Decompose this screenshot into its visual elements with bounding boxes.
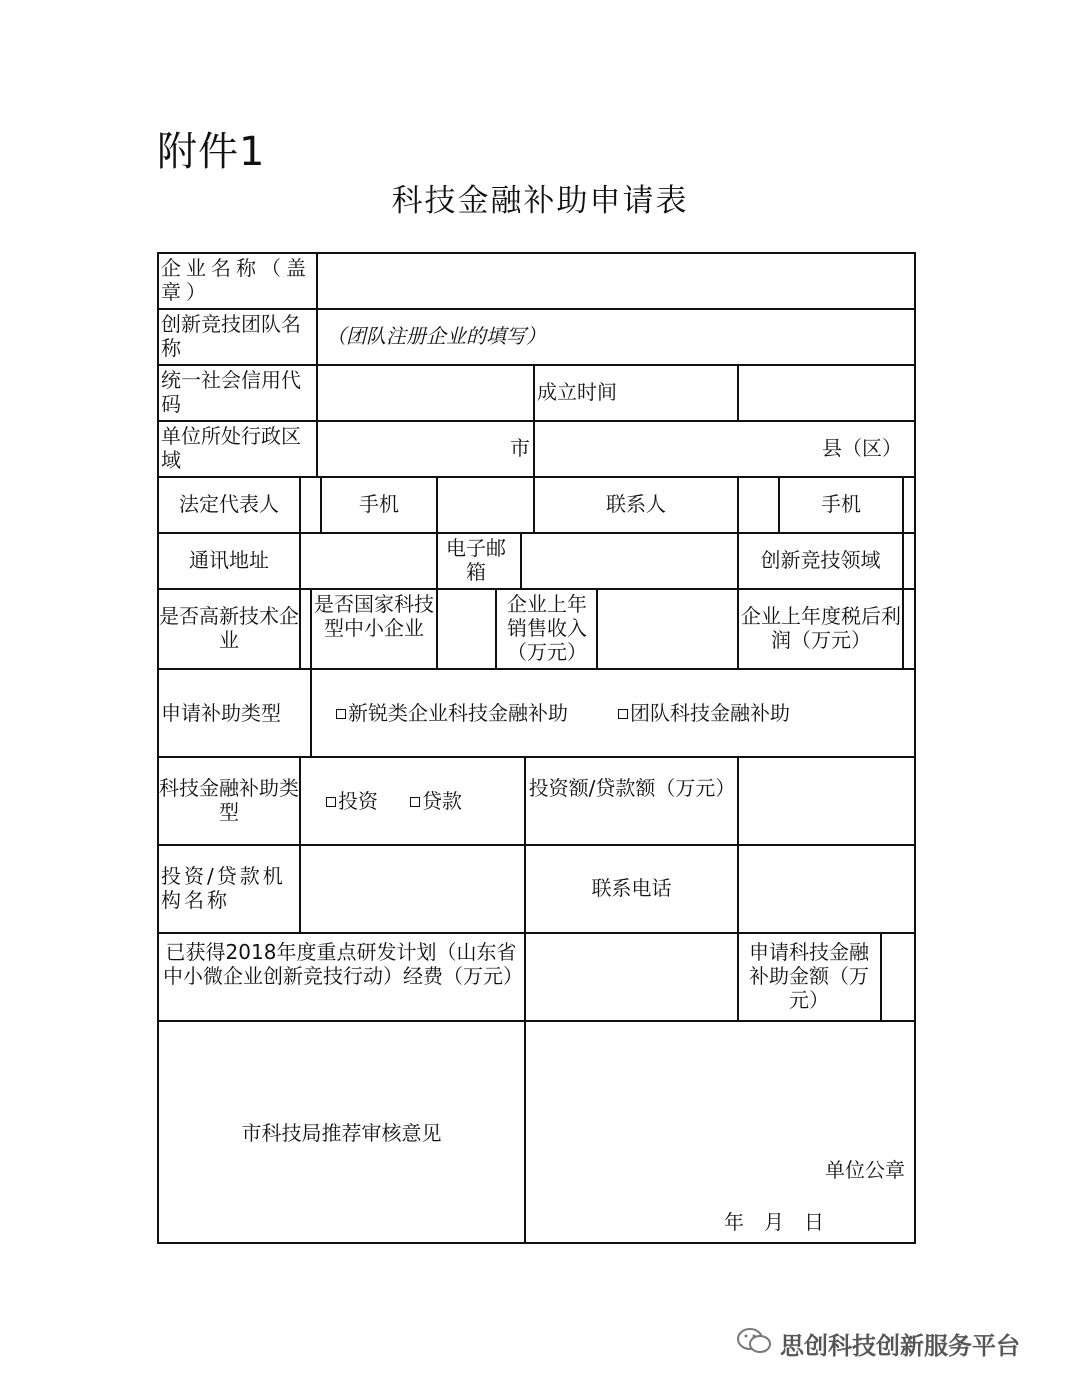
- row-divider: [157, 420, 916, 422]
- address-label: 通讯地址: [189, 548, 269, 572]
- date-label: 年 月 日: [724, 1210, 824, 1234]
- region-label: 单位所处行政区域: [161, 424, 301, 472]
- column-divider: [737, 476, 739, 534]
- column-divider: [299, 756, 301, 846]
- review-label: 市科技局推荐审核意见: [241, 1121, 442, 1145]
- founded-label: 成立时间: [537, 380, 617, 404]
- finance-type-label: 科技金融补助类型: [159, 776, 299, 824]
- column-divider: [524, 1020, 526, 1244]
- table-border-right: [914, 252, 916, 1244]
- checkbox-icon[interactable]: [618, 709, 628, 719]
- team-name-label: 创新竞技团队名称: [161, 312, 301, 360]
- contact-label: 联系人: [606, 492, 666, 516]
- checkbox-icon[interactable]: [410, 797, 420, 807]
- checkbox-icon[interactable]: [326, 797, 336, 807]
- amount-label: 投资额/贷款额（万元）: [528, 776, 736, 800]
- legal-rep-label: 法定代表人: [179, 492, 279, 516]
- column-divider: [533, 364, 535, 476]
- finance-option-label: 投资: [338, 789, 378, 813]
- phone-label: 手机: [359, 492, 399, 516]
- team-name-hint[interactable]: （团队注册企业的填写）: [326, 324, 546, 348]
- company-name-label: 企业名称（盖章）: [161, 256, 311, 304]
- sales-label: 企业上年销售收入（万元）: [507, 592, 587, 664]
- column-divider: [299, 844, 301, 934]
- row-divider: [157, 532, 916, 534]
- sales-field[interactable]: [600, 592, 734, 666]
- row-divider: [157, 844, 916, 846]
- apply-type-option-label: 新锐类企业科技金融补助: [348, 701, 568, 725]
- sme-label: 是否国家科技型中小企业: [314, 592, 434, 640]
- wechat-icon: [735, 1326, 775, 1356]
- tel-label: 联系电话: [591, 876, 672, 900]
- column-divider: [737, 364, 739, 422]
- row-divider: [157, 932, 916, 934]
- contact-phone-label: 手机: [821, 492, 861, 516]
- funding-label: 已获得2018年度重点研发计划（山东省中小微企业创新竞技行动）经费（万元）: [163, 940, 523, 988]
- city-suffix: 市: [510, 436, 530, 460]
- column-divider: [880, 932, 882, 1022]
- row-divider: [157, 1020, 916, 1022]
- tel-field[interactable]: [741, 848, 911, 930]
- row-divider: [157, 668, 916, 670]
- address-field[interactable]: [303, 536, 433, 586]
- field-label: 创新竞技领域: [760, 548, 881, 572]
- apply-type-label: 申请补助类型: [161, 701, 281, 725]
- apply-type-option-label: 团队科技金融补助: [630, 701, 790, 725]
- column-divider: [316, 252, 318, 478]
- apply-type-option-new[interactable]: [336, 701, 568, 725]
- table-border-bottom: [157, 1242, 916, 1244]
- phone-field[interactable]: [440, 480, 530, 530]
- form-title: 科技金融补助申请表: [391, 183, 689, 219]
- column-divider: [299, 588, 301, 670]
- column-divider: [737, 588, 739, 670]
- column-divider: [902, 588, 904, 670]
- column-divider: [299, 532, 301, 590]
- column-divider: [310, 668, 312, 758]
- seal-label: 单位公章: [825, 1158, 905, 1182]
- credit-code-field[interactable]: [320, 368, 530, 418]
- subsidy-amount-label: 申请科技金融补助金额（万元）: [749, 940, 869, 1012]
- column-divider: [737, 844, 739, 934]
- finance-option-invest[interactable]: [326, 789, 378, 813]
- email-field[interactable]: [524, 536, 734, 586]
- column-divider: [495, 588, 497, 670]
- column-divider: [436, 532, 438, 590]
- table-border-left: [157, 252, 159, 1244]
- email-label: 电子邮箱: [446, 536, 506, 584]
- county-suffix: 县（区）: [822, 436, 902, 460]
- high-tech-label: 是否高新技术企业: [159, 604, 299, 652]
- finance-option-label: 贷款: [422, 789, 462, 813]
- row-divider: [157, 364, 916, 366]
- finance-option-loan[interactable]: [410, 789, 462, 813]
- institution-label: 投资/贷款机构名称: [161, 864, 286, 912]
- column-divider: [524, 932, 526, 1022]
- column-divider: [436, 588, 438, 670]
- column-divider: [902, 532, 904, 590]
- table-border-top: [157, 252, 916, 254]
- profit-label: 企业上年度税后利润（万元）: [741, 604, 901, 652]
- attachment-label: 附件1: [157, 129, 266, 175]
- funding-field[interactable]: [528, 936, 734, 1018]
- column-divider: [299, 476, 301, 534]
- column-divider: [436, 476, 438, 534]
- watermark-text: 思创科技创新服务平台: [780, 1332, 1020, 1360]
- apply-type-option-team[interactable]: [618, 701, 790, 725]
- row-divider: [157, 756, 916, 758]
- amount-field[interactable]: [741, 760, 911, 842]
- column-divider: [737, 756, 739, 846]
- checkbox-icon[interactable]: [336, 709, 346, 719]
- column-divider: [310, 588, 312, 670]
- column-divider: [737, 932, 739, 1022]
- founded-field[interactable]: [741, 368, 911, 418]
- institution-field[interactable]: [303, 848, 521, 930]
- row-divider: [157, 588, 916, 590]
- company-name-field[interactable]: [320, 256, 910, 306]
- column-divider: [596, 588, 598, 670]
- column-divider: [524, 756, 526, 846]
- row-divider: [157, 308, 916, 310]
- credit-code-label: 统一社会信用代码: [161, 368, 301, 416]
- column-divider: [520, 532, 522, 590]
- column-divider: [902, 476, 904, 534]
- row-divider: [157, 476, 916, 478]
